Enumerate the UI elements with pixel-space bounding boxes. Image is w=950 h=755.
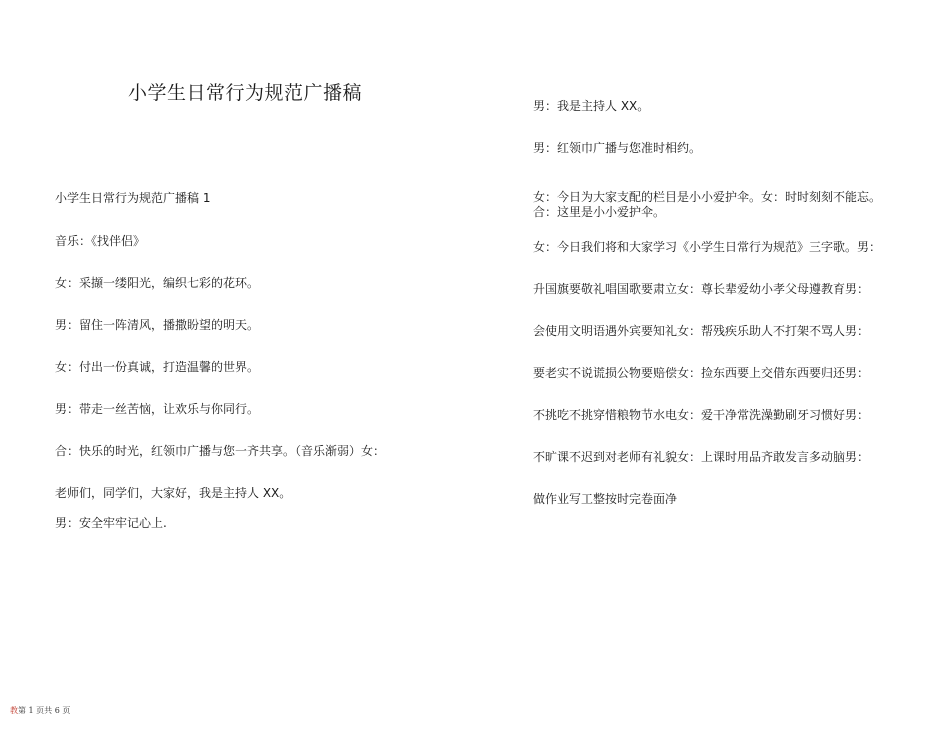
paragraph: 男：留住一阵清风，播撒盼望的明天。 [55,318,260,332]
paragraph: 女：采撷一缕阳光，编织七彩的花环。 [55,276,260,290]
paragraph: 音乐：《找伴侣》 [55,234,146,248]
paragraph: 做作业写工整按时完卷面净 [533,492,678,506]
paragraph: 合：这里是小小爱护伞。 [533,205,666,219]
page-footer [10,705,70,716]
footer-mark: 教 [10,706,18,715]
paragraph: 要老实不说谎损公物要赔偿女：捡东西要上交借东西要归还男： [533,366,870,380]
paragraph: 老师们，同学们，大家好，我是主持人 XX。 [55,486,292,500]
paragraph: 女：今日为大家支配的栏目是小小爱护伞。女：时时刻刻不能忘。 [533,190,882,204]
paragraph: 女：今日我们将和大家学习《小学生日常行为规范》三字歌。男： [533,240,882,254]
paragraph: 不挑吃不挑穿惜粮物节水电女：爱干净常洗澡勤刷牙习惯好男： [533,408,870,422]
paragraph: 男：安全牢牢记心上. [55,516,167,530]
page-number: 第 1 页共 6 页 [18,706,71,715]
section-heading: 小学生日常行为规范广播稿 1 [55,191,211,205]
paragraph: 男：带走一丝苦恼，让欢乐与你同行。 [55,402,260,416]
page-title: 小学生日常行为规范广播稿 [128,82,363,104]
paragraph: 女：付出一份真诚，打造温馨的世界。 [55,360,260,374]
paragraph: 不旷课不迟到对老师有礼貌女：上课时用品齐敢发言多动脑男： [533,450,870,464]
paragraph: 合：快乐的时光，红领巾广播与您一齐共享。（音乐渐弱）女： [55,444,386,458]
paragraph: 会使用文明语遇外宾要知礼女：帮残疾乐助人不打架不骂人男： [533,324,870,338]
paragraph: 升国旗要敬礼唱国歌要肃立女：尊长辈爱幼小孝父母遵教育男： [533,282,870,296]
paragraph: 男：我是主持人 XX。 [533,99,650,113]
paragraph: 男：红领巾广播与您准时相约。 [533,141,702,155]
